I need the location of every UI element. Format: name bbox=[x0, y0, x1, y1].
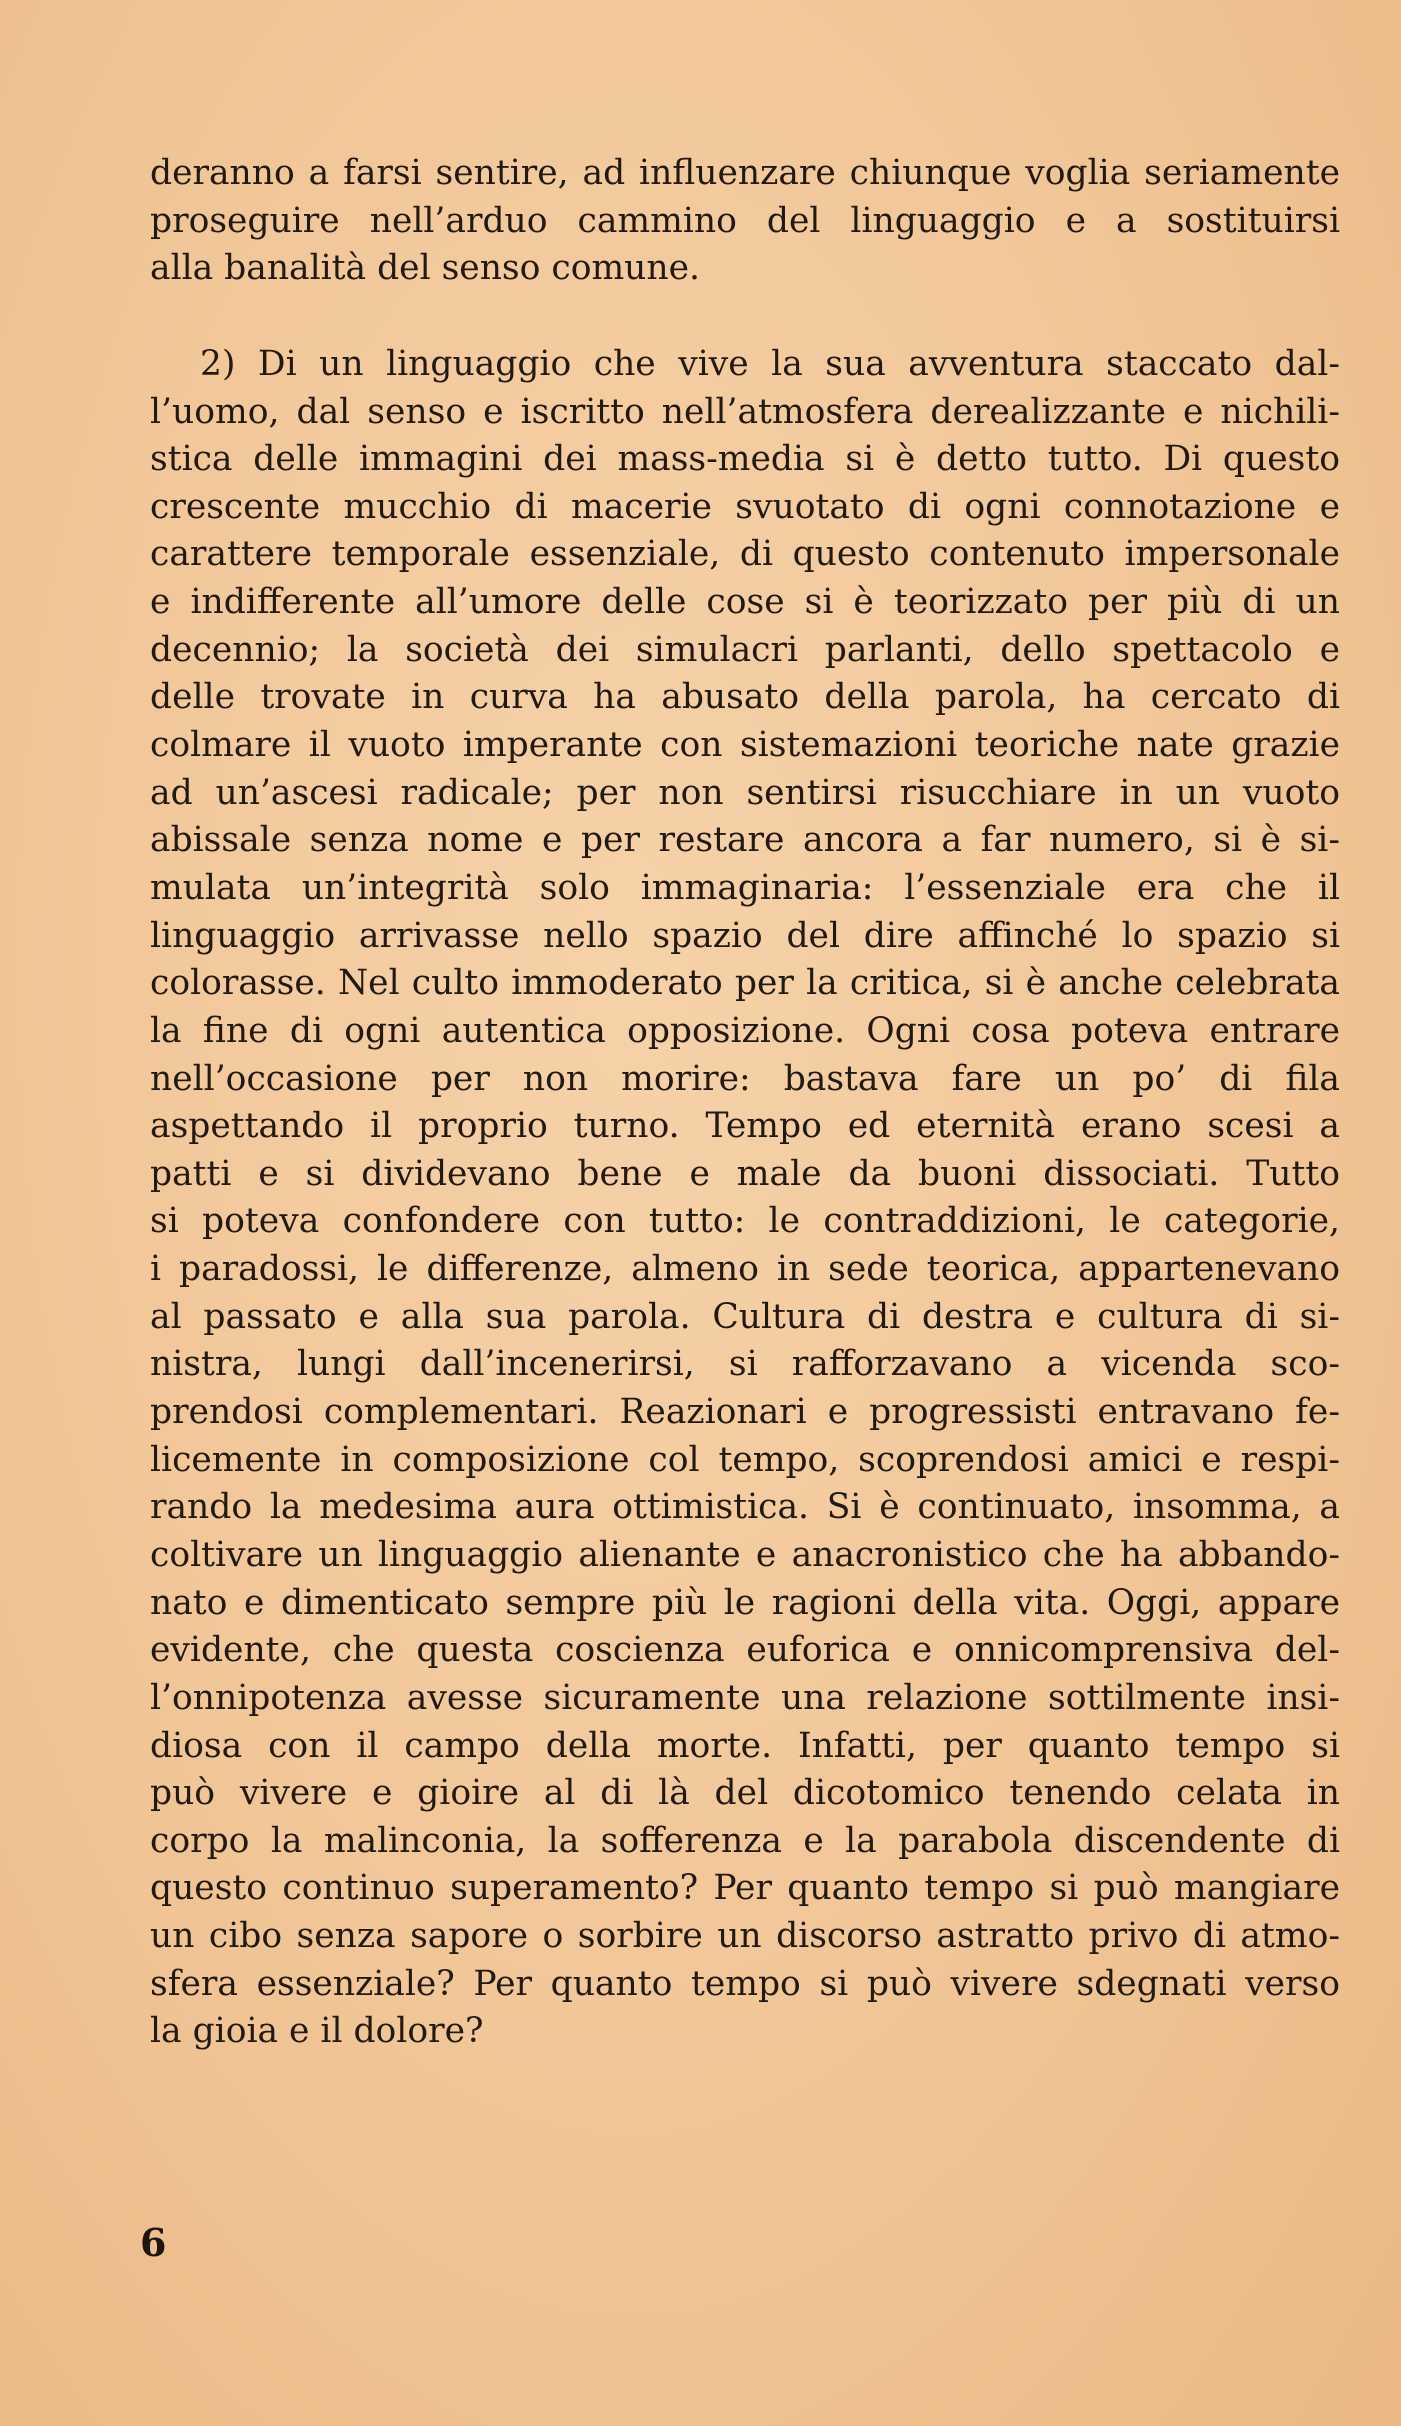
text-line: colorasse. Nel culto immoderato per la critica, si è anche celebrata bbox=[150, 963, 1340, 1004]
text-line: linguaggio arrivasse nello spazio del dire affinché lo spazio si bbox=[150, 915, 1340, 956]
text-line: un cibo senza sapore o sorbire un discorso astratto privo di atmo- bbox=[150, 1916, 1340, 1957]
text-line: decennio; la società dei simulacri parlanti, dello spettacolo e bbox=[150, 629, 1340, 670]
paragraph-gap bbox=[150, 293, 1340, 341]
text-line: evidente, che questa coscienza euforica e onnicomprensiva del- bbox=[150, 1630, 1340, 1671]
text-line: colmare il vuoto imperante con sistemazioni teoriche nate grazie bbox=[150, 725, 1340, 766]
text-line: e indifferente all’umore delle cose si è teorizzato per più di un bbox=[150, 582, 1340, 623]
text-line: l’onnipotenza avesse sicuramente una relazione sottilmente insi- bbox=[150, 1677, 1340, 1718]
text-line: 2) Di un linguaggio che vive la sua avventura staccato dal- bbox=[200, 343, 1340, 384]
text-line: abissale senza nome e per restare ancora a far numero, si è si- bbox=[150, 820, 1340, 861]
text-line: la fine di ogni autentica opposizione. Ogni cosa poteva entrare bbox=[150, 1010, 1340, 1051]
text-line: prendosi complementari. Reazionari e progressisti entravano fe- bbox=[150, 1392, 1340, 1433]
text-line: proseguire nell’arduo cammino del linguaggio e a sostituirsi bbox=[150, 200, 1340, 241]
text-line: deranno a farsi sentire, ad influenzare chiunque voglia seriamente bbox=[150, 153, 1340, 193]
text-line: si poteva confondere con tutto: le contraddizioni, le categorie, bbox=[150, 1201, 1340, 1242]
text-line: delle trovate in curva ha abusato della parola, ha cercato di bbox=[150, 677, 1340, 718]
text-line: coltivare un linguaggio alienante e anacronistico che ha abbando- bbox=[150, 1534, 1340, 1575]
text-line: carattere temporale essenziale, di questo contenuto impersonale bbox=[150, 534, 1340, 575]
text-line: nato e dimenticato sempre più le ragioni della vita. Oggi, appare bbox=[150, 1582, 1340, 1623]
text-line: al passato e alla sua parola. Cultura di destra e cultura di si- bbox=[150, 1296, 1340, 1337]
text-line: corpo la malinconia, la sofferenza e la parabola discendente di bbox=[150, 1820, 1340, 1861]
text-line: i paradossi, le differenze, almeno in sede teorica, appartenevano bbox=[150, 1249, 1340, 1290]
text-line: diosa con il campo della morte. Infatti, per quanto tempo si bbox=[150, 1725, 1340, 1766]
text-line: l’uomo, dal senso e iscritto nell’atmosfera derealizzante e nichili- bbox=[150, 391, 1340, 432]
page-number: 6 bbox=[140, 2220, 167, 2265]
text-line: aspettando il proprio turno. Tempo ed eternità erano scesi a bbox=[150, 1106, 1340, 1147]
text-line: nell’occasione per non morire: bastava fare un po’ di fila bbox=[150, 1058, 1340, 1099]
text-line: alla banalità del senso comune. bbox=[150, 248, 700, 289]
paragraph-2 bbox=[150, 341, 1340, 2056]
text-line: rando la medesima aura ottimistica. Si è continuato, insomma, a bbox=[150, 1487, 1340, 1528]
text-line: nistra, lungi dall’incenerirsi, si rafforzavano a vicenda sco- bbox=[150, 1344, 1340, 1385]
page-body bbox=[150, 150, 1340, 2056]
text-line: mulata un’integrità solo immaginaria: l’essenziale era che il bbox=[150, 867, 1340, 908]
text-line: stica delle immagini dei mass-media si è detto tutto. Di questo bbox=[150, 439, 1340, 480]
text-line: crescente mucchio di macerie svuotato di ogni connotazione e bbox=[150, 486, 1340, 527]
text-line: licemente in composizione col tempo, scoprendosi amici e respi- bbox=[150, 1439, 1340, 1480]
text-line: può vivere e gioire al di là del dicotomico tenendo celata in bbox=[150, 1773, 1340, 1814]
text-line: la gioia e il dolore? bbox=[150, 2011, 484, 2052]
text-line: ad un’ascesi radicale; per non sentirsi risucchiare in un vuoto bbox=[150, 772, 1340, 813]
text-line: patti e si dividevano bene e male da buoni dissociati. Tutto bbox=[150, 1153, 1340, 1194]
text-line: sfera essenziale? Per quanto tempo si può vivere sdegnati verso bbox=[150, 1963, 1340, 2004]
text-line: questo continuo superamento? Per quanto tempo si può mangiare bbox=[150, 1868, 1340, 1909]
paragraph-1 bbox=[150, 150, 1340, 293]
